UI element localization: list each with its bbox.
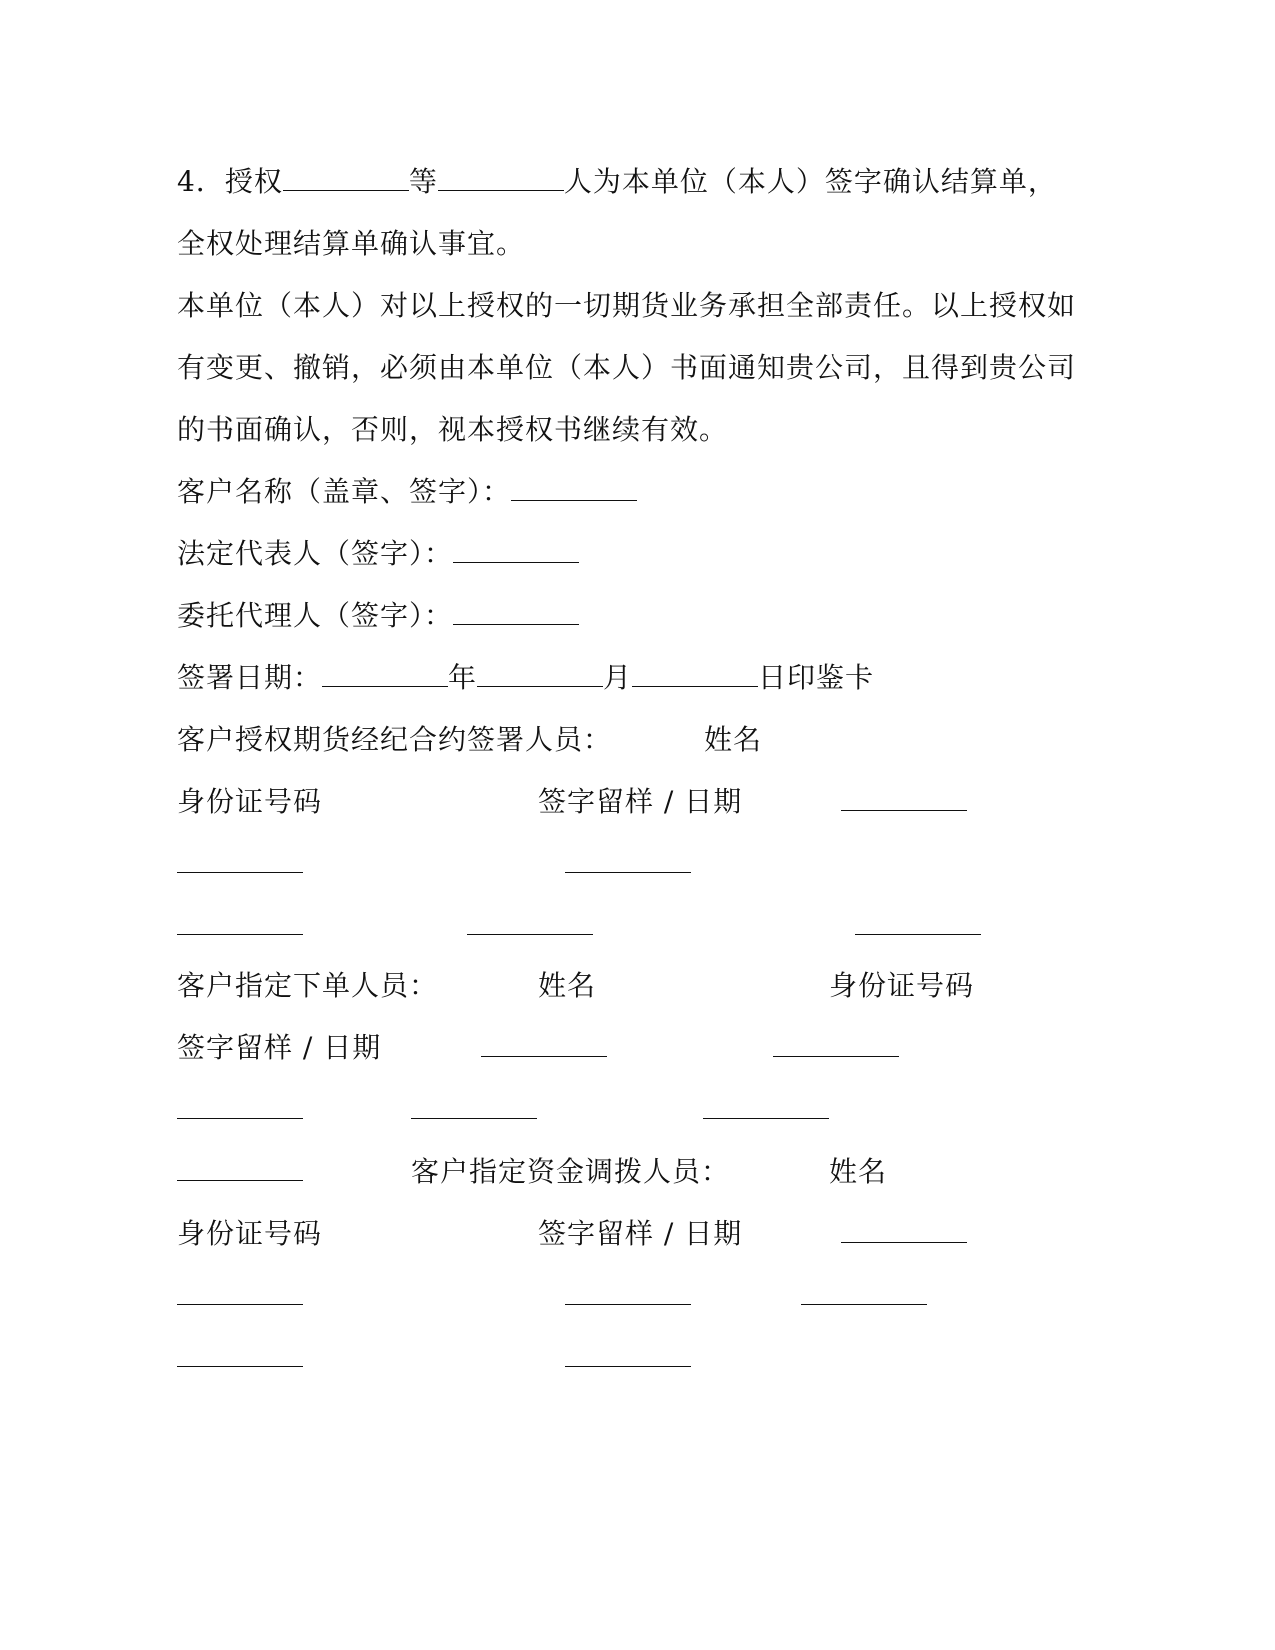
fund-transfer-name-header: 姓名 (829, 1155, 888, 1188)
contract-signers-label: 客户授权期货经纪合约签署人员： (177, 723, 613, 756)
fund-transfer-blank[interactable] (801, 1304, 927, 1305)
day-blank[interactable] (632, 664, 758, 687)
year-blank[interactable] (322, 664, 448, 687)
fund-transfer-blank[interactable] (177, 1304, 303, 1305)
order-placers-blank[interactable] (177, 1118, 303, 1119)
agent-label: 委托代理人（签字）： (177, 599, 454, 632)
clause-text-authorize: 授权 (224, 165, 283, 198)
fund-transfer-blank[interactable] (177, 1366, 303, 1367)
responsibility-line-1: 本单位（本人）对以上授权的一切期货业务承担全部责任。以上授权如 (177, 289, 1077, 322)
order-placers-blank[interactable] (703, 1118, 829, 1119)
order-placers-name-header: 姓名 (538, 969, 597, 1002)
clause-4-line-2: 全权处理结算单确认事宜。 (177, 227, 526, 260)
contract-signers-blank[interactable] (855, 934, 981, 935)
blank-authorized-person[interactable] (283, 168, 409, 191)
fund-transfer-id-header: 身份证号码 (177, 1217, 323, 1250)
responsibility-line-3: 的书面确认，否则，视本授权书继续有效。 (177, 413, 729, 446)
fund-transfer-blank[interactable] (565, 1366, 691, 1367)
contract-signers-blank[interactable] (565, 872, 691, 873)
fund-transfer-blank[interactable] (177, 1180, 303, 1181)
responsibility-line-2: 有变更、撤销，必须由本单位（本人）书面通知贵公司，且得到贵公司 (177, 351, 1077, 384)
contract-signers-blank[interactable] (467, 934, 593, 935)
client-name-label: 客户名称（盖章、签字）： (177, 475, 512, 508)
agent-line (177, 600, 579, 632)
legal-rep-blank[interactable] (453, 540, 579, 563)
contract-signers-blank[interactable] (177, 872, 303, 873)
legal-rep-label: 法定代表人（签字）： (177, 537, 454, 570)
fund-transfer-sample-header: 签字留样 / 日期 (538, 1217, 743, 1250)
month-label: 月 (603, 661, 633, 694)
fund-transfer-blank[interactable] (841, 1242, 967, 1243)
order-placers-sample-header: 签字留样 / 日期 (177, 1031, 382, 1064)
order-placers-blank[interactable] (773, 1056, 899, 1057)
clause-text-confirm: 人为本单位（本人）签字确认结算单， (563, 165, 1057, 198)
contract-signers-id-header: 身份证号码 (177, 785, 323, 818)
contract-signers-sample-header: 签字留样 / 日期 (538, 785, 743, 818)
sign-date-line (177, 662, 874, 694)
order-placers-id-header: 身份证号码 (829, 969, 975, 1002)
contract-signers-blank[interactable] (841, 810, 967, 811)
order-placers-label: 客户指定下单人员： (177, 969, 439, 1002)
fund-transfer-blank[interactable] (565, 1304, 691, 1305)
client-name-line (177, 476, 637, 508)
order-placers-blank[interactable] (411, 1118, 537, 1119)
day-seal-label: 日印鉴卡 (758, 661, 875, 694)
contract-signers-name-header: 姓名 (704, 723, 763, 756)
fund-transfer-label: 客户指定资金调拨人员： (411, 1155, 731, 1188)
legal-rep-line (177, 538, 579, 570)
clause-4-line-1 (177, 166, 1057, 198)
clause-number: 4． (177, 165, 225, 198)
month-blank[interactable] (477, 664, 603, 687)
order-placers-blank[interactable] (481, 1056, 607, 1057)
year-label: 年 (448, 661, 478, 694)
clause-text-etc: 等 (408, 165, 438, 198)
sign-date-label: 签署日期： (177, 661, 323, 694)
client-name-blank[interactable] (511, 478, 637, 501)
agent-blank[interactable] (453, 602, 579, 625)
blank-person-count[interactable] (438, 168, 564, 191)
contract-signers-blank[interactable] (177, 934, 303, 935)
